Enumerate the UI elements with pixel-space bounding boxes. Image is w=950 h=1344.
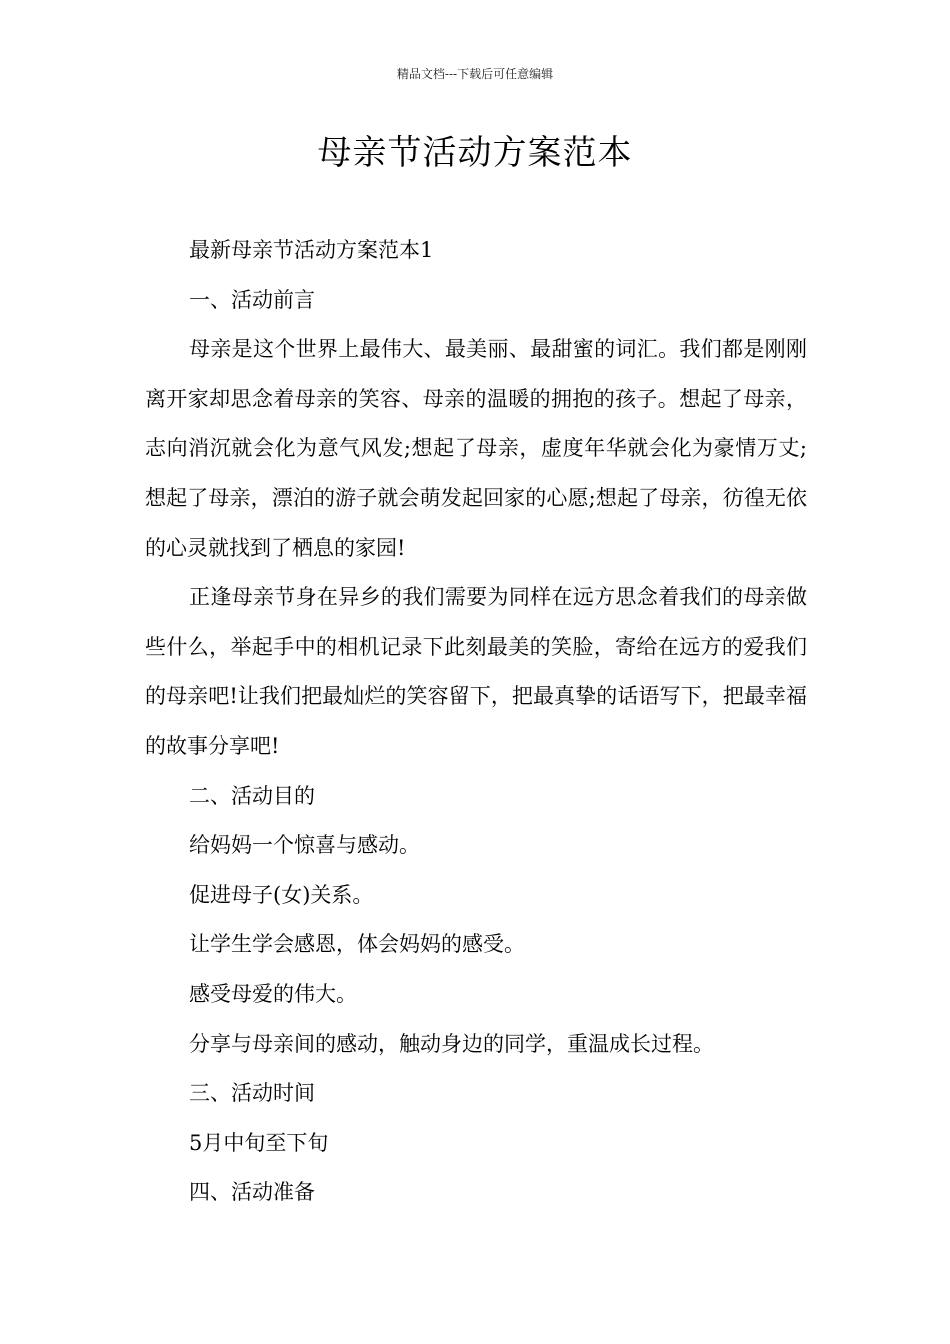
- paragraph-time: 5月中旬至下旬: [189, 1130, 329, 1155]
- document-body: [145, 226, 807, 1218]
- paragraph-preface-2: 正逢母亲节身在异乡的我们需要为同样在远方思念着我们的母亲做些什么，举起手中的相机记录下此刻最美的笑脸，寄给在远方的爱我们的母亲吧!让我们把最灿烂的笑容留下，把最真挚的话语写下，把最幸福的故事分享吧!: [145, 585, 807, 758]
- section-heading-preface: 一、活动前言: [189, 287, 315, 312]
- paragraph-preface-1: 母亲是这个世界上最伟大、最美丽、最甜蜜的词汇。我们都是刚刚离开家却思念着母亲的笑容、母亲的温暖的拥抱的孩子。想起了母亲，志向消沉就会化为意气风发;想起了母亲，虚度年华就会化为豪情万丈;想起了母亲，漂泊的游子就会萌发起回家的心愿;想起了母亲，彷徨无依的心灵就找到了栖息的家园!: [145, 337, 807, 560]
- paragraph-subtitle: 最新母亲节活动方案范本1: [189, 238, 434, 262]
- header-note: 精品文档---下载后可任意编辑: [396, 67, 554, 81]
- document-title: 母亲节活动方案范本: [317, 133, 633, 173]
- section-heading-preparation: 四、活动准备: [189, 1180, 315, 1205]
- list-item-purpose-3: 让学生学会感恩，体会妈妈的感受。: [189, 932, 525, 957]
- list-item-purpose-1: 给妈妈一个惊喜与感动。: [189, 833, 420, 858]
- section-heading-purpose: 二、活动目的: [189, 783, 315, 808]
- list-item-purpose-2: 促进母子(女)关系。: [189, 882, 374, 907]
- list-item-purpose-5: 分享与母亲间的感动，触动身边的同学，重温成长过程。: [189, 1031, 714, 1056]
- section-heading-time: 三、活动时间: [189, 1081, 315, 1106]
- list-item-purpose-4: 感受母爱的伟大。: [189, 981, 357, 1006]
